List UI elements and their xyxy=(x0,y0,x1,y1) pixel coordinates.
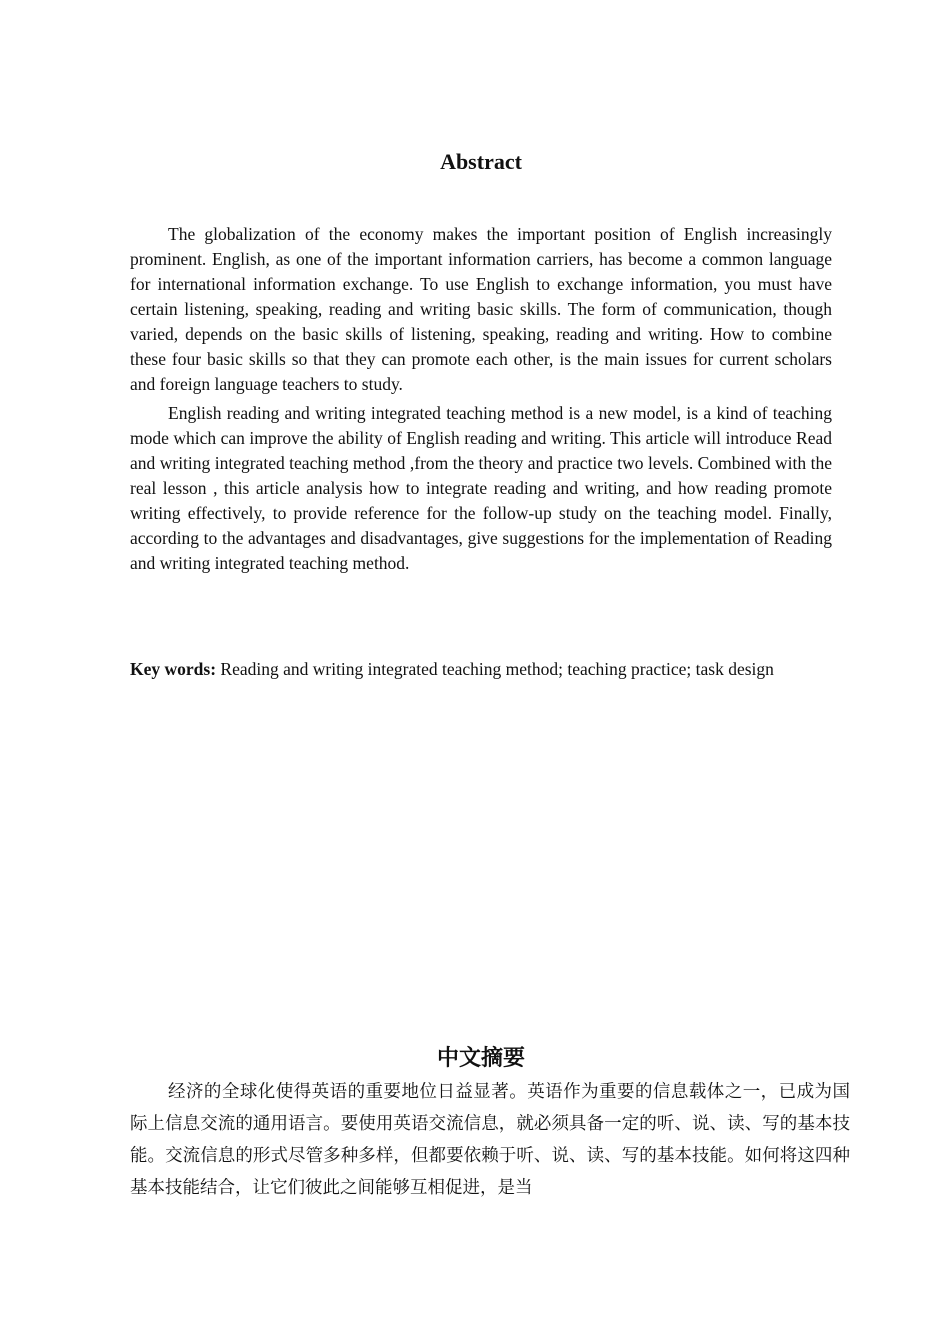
keywords-line xyxy=(130,657,832,682)
chinese-abstract-body: 经济的全球化使得英语的重要地位日益显著。英语作为重要的信息载体之一，已成为国际上信息交流的通用语言。要使用英语交流信息，就必须具备一定的听、说、读、写的基本技能。交流信息的形式尽管多种多样，但都要依赖于听、说、读、写的基本技能。如何将这四种基本技能结合，让它们彼此之间能够互相促进，是当 xyxy=(130,1082,850,1198)
abstract-paragraph-1: The globalization of the economy makes the important position of English increasingly prominent. English, as one of the important information carriers, has become a common language for international information exchange. To use English to exchange information, you must have certain listening, speaking, reading and writing basic skills. The form of communication, though varied, depends on the basic skills of listening, speaking, reading and writing. How to combine these four basic skills so that they can promote each other, is the main issues for current scholars and foreign language teachers to study. xyxy=(130,224,832,394)
abstract-paragraph-2: English reading and writing integrated teaching method is a new model, is a kind of teaching mode which can improve the ability of English reading and writing. This article will introduce Read and writing integrated teaching method ,from the theory and practice two levels. Combined with the real lesson , this article analysis how to integrate reading and writing, and how reading promote writing effectively, to provide reference for the follow-up study on the teaching model. Finally, according to the advantages and disadvantages, give suggestions for the implementation of Reading and writing integrated teaching method. xyxy=(130,403,832,573)
abstract-title: Abstract xyxy=(440,149,522,174)
abstract-body xyxy=(130,222,832,576)
keywords-label: Key words: xyxy=(130,659,217,679)
chinese-abstract-title: 中文摘要 xyxy=(436,1046,525,1071)
keywords-text: Reading and writing integrated teaching method; teaching practice; task design xyxy=(216,659,774,679)
